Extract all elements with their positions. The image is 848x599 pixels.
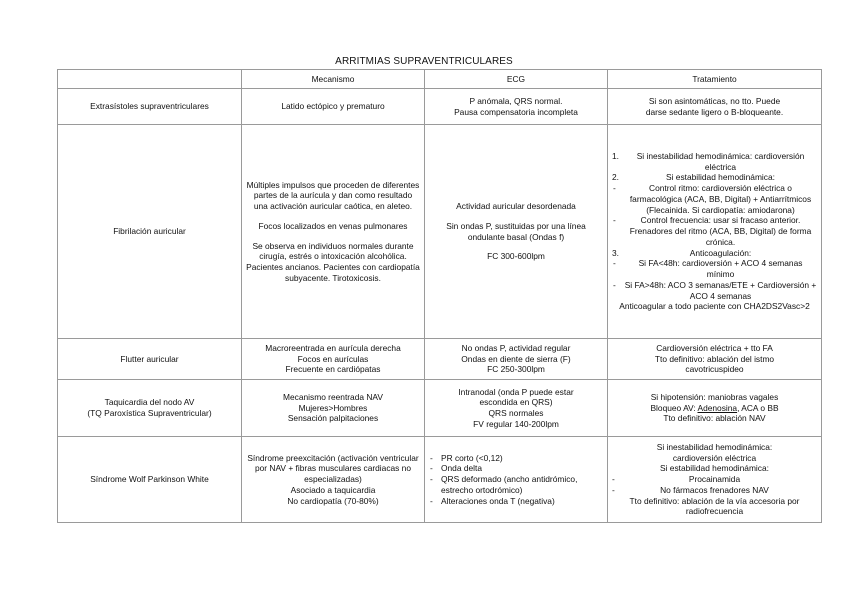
mecanismo-line: Macroreentrada en aurícula derecha [265,342,401,353]
mecanismo-line: Mecanismo reentrada NAV [283,391,383,402]
ecg-line: Pausa compensatoria incompleta [454,106,578,117]
adenosina-text: Adenosina [697,402,738,413]
mecanismo-cell [242,437,425,523]
ecg-cell [425,437,608,523]
table-row-extrasistoles [58,89,822,125]
tratamiento-line: cardioversión eléctrica [672,452,757,463]
header-tratamiento: Tratamiento [608,70,822,89]
ecg-cell [425,89,608,125]
tratamiento-line: Si hipotensión: maniobras vagales [650,391,779,402]
mecanismo-line: Focos en aurículas [297,353,369,364]
tratamiento-cell [608,380,822,437]
mecanismo-line: Sensación palpitaciones [287,413,379,424]
tratamiento-line: Si estabilidad hemodinámica: [660,463,769,474]
list-item: - QRS deformado (ancho antidrómico, estrecho ortodrómico) [430,474,578,495]
list-item: - Si FA>48h: ACO 3 semanas/ETE + Cardioversión + ACO 4 semanas [613,279,817,301]
list-text: Anticoagulación: [689,247,752,258]
mecanismo-cell [242,339,425,380]
mecanismo-paragraph: Múltiples impulsos que proceden de diferentes partes de la aurícula y dan como resultado una activación auricular caótica, en aleteo. [246,179,420,211]
tratamiento-line: - No fármacos frenadores NAV [612,484,769,495]
mecanismo-line: Mujeres>Hombres [298,402,368,413]
mecanismo-cell [242,380,425,437]
list-text: Si estabilidad hemodinámica: [666,172,775,183]
ecg-paragraph: Sin ondas P, sustituidas por una línea ondulante basal (Ondas f) [446,220,586,242]
ecg-paragraph: FC 300-600lpm [487,251,545,262]
mecanismo-line: Asociado a taquicardia [290,484,376,495]
header-mecanismo: Mecanismo [242,70,425,89]
tratamiento-line: Si son asintomáticas, no tto. Puede [648,95,781,106]
mecanismo-paragraph: Se observa en individuos normales durante cirugía, estrés o intoxicación alcohólica. Pacientes ancianos. Pacientes con cardiopatía subyacente. Tirotoxicosis. [246,240,420,283]
list-text: Control ritmo: cardioversión eléctrica o farmacológica (ACA, BB, Digital) + Antiarrítmicos (Flecainida. Si cardiopatía: amiodarona) [629,183,812,215]
arrhythmia-table [57,69,822,523]
list-item: - Alteraciones onda T (negativa) [430,495,555,506]
ecg-line: No ondas P, actividad regular [461,342,571,353]
ecg-cell [425,339,608,380]
row-name [58,380,242,437]
tratamiento-cell [608,125,822,339]
list-text: QRS deformado (ancho antidrómico, estrecho ortodrómico) [441,474,578,495]
ecg-line: FV regular 140-200lpm [473,418,559,429]
tratamiento-cell [608,437,822,523]
tratamiento-line: Cardioversión eléctrica + tto FA [656,342,773,353]
row-name: Fibrilación auricular [58,125,242,339]
ecg-line: QRS normales [488,408,544,418]
page-title: ARRITMIAS SUPRAVENTRICULARES [335,56,513,67]
list-text: Onda delta [441,463,482,474]
list-number: 2. [612,172,619,183]
tratamiento-line: darse sedante ligero o B-bloqueante. [645,106,784,117]
list-number: 3. [612,247,619,258]
list-text: Si FA<48h: cardioversión + ACO 4 semanas mínimo [638,258,803,280]
ecg-line: FC 250-300lpm [487,364,545,375]
tratamiento-line: Tto definitivo: ablación del istmo [654,353,775,364]
row-name-line: (TQ Paroxística Supraventricular) [87,408,212,418]
mecanismo-line: No cardiopatía (70-80%) [287,495,379,506]
ecg-line: Intranodal (onda P puede estar [458,386,574,397]
row-name-line: Taquicardia del nodo AV [104,397,195,408]
list-item: - Si FA<48h: cardioversión + ACO 4 semanas mínimo [613,258,803,280]
tratamiento-line: Tto definitivo: ablación NAV [663,413,766,424]
tratamiento-line: - Procainamida [612,474,741,485]
list-text: Control frecuencia: usar si fracaso anterior. Frenadores del ritmo (ACA, BB, Digital) de forma crónica. [629,215,812,247]
row-name: Flutter auricular [58,339,242,380]
ecg-paragraph: Actividad auricular desordenada [456,201,576,211]
table-row-flutter [58,339,822,380]
list-item: - Onda delta [430,463,482,474]
table-row-wpw [58,437,822,523]
tratamiento-cell [608,339,822,380]
tratamiento-text: Procainamida [688,474,741,485]
list-item: - PR corto (<0,12) [430,452,503,463]
tratamiento-line: Tto definitivo: ablación de la vía accesoria por radiofrecuencia [629,495,800,517]
mecanismo-cell [242,125,425,339]
row-name: Síndrome Wolf Parkinson White [58,437,242,523]
header-row [58,70,822,89]
mecanismo-cell: Latido ectópico y prematuro [242,89,425,125]
list-item [612,248,817,259]
ecg-cell [425,380,608,437]
list-text: Anticoagular a todo paciente con CHA2DS2Vasc>2 [619,301,810,312]
table-row-taquicardia [58,380,822,437]
tratamiento-text: Bloqueo AV: [650,402,698,413]
table-row-fibrilacion [58,125,822,339]
list-item [612,151,817,173]
tratamiento-line [612,403,817,414]
ecg-line: Ondas en diente de sierra (F) [461,353,571,364]
list-text: Si inestabilidad hemodinámica: cardioversión eléctrica [636,150,805,172]
mecanismo-paragraph: Focos localizados en venas pulmonares [258,220,408,231]
list-item: - Control frecuencia: usar si fracaso anterior. Frenadores del ritmo (ACA, BB, Digital) de forma crónica. [613,215,812,247]
tratamiento-text: , ACA o BB [737,402,779,413]
tratamiento-text: No fármacos frenadores NAV [660,484,769,495]
list-text: Si FA>48h: ACO 3 semanas/ETE + Cardioversión + ACO 4 semanas [624,279,817,301]
mecanismo-line: Frecuente en cardiópatas [285,364,381,375]
ecg-line: escondida en QRS) [479,397,553,408]
ecg-cell [425,125,608,339]
mecanismo-line: Síndrome preexcitación (activación ventricular por NAV + fibras musculares cardiacas no especializadas) [247,452,419,485]
list-text: Alteraciones onda T (negativa) [441,495,555,506]
header-empty [58,70,242,89]
tratamiento-line: Si inestabilidad hemodinámica: [656,441,773,452]
header-ecg: ECG [425,70,608,89]
list-text: PR corto (<0,12) [441,452,503,463]
list-item [612,172,817,183]
list-item: - Control ritmo: cardioversión eléctrica o farmacológica (ACA, BB, Digital) + Antiarrítmicos (Flecainida. Si cardiopatía: amiodarona) [613,183,812,215]
tratamiento-cell [608,89,822,125]
row-name: Extrasístoles supraventriculares [58,89,242,125]
list-number: 1. [612,150,619,161]
tratamiento-line: cavotricuspideo [685,364,744,375]
ecg-line: P anómala, QRS normal. [469,95,563,106]
